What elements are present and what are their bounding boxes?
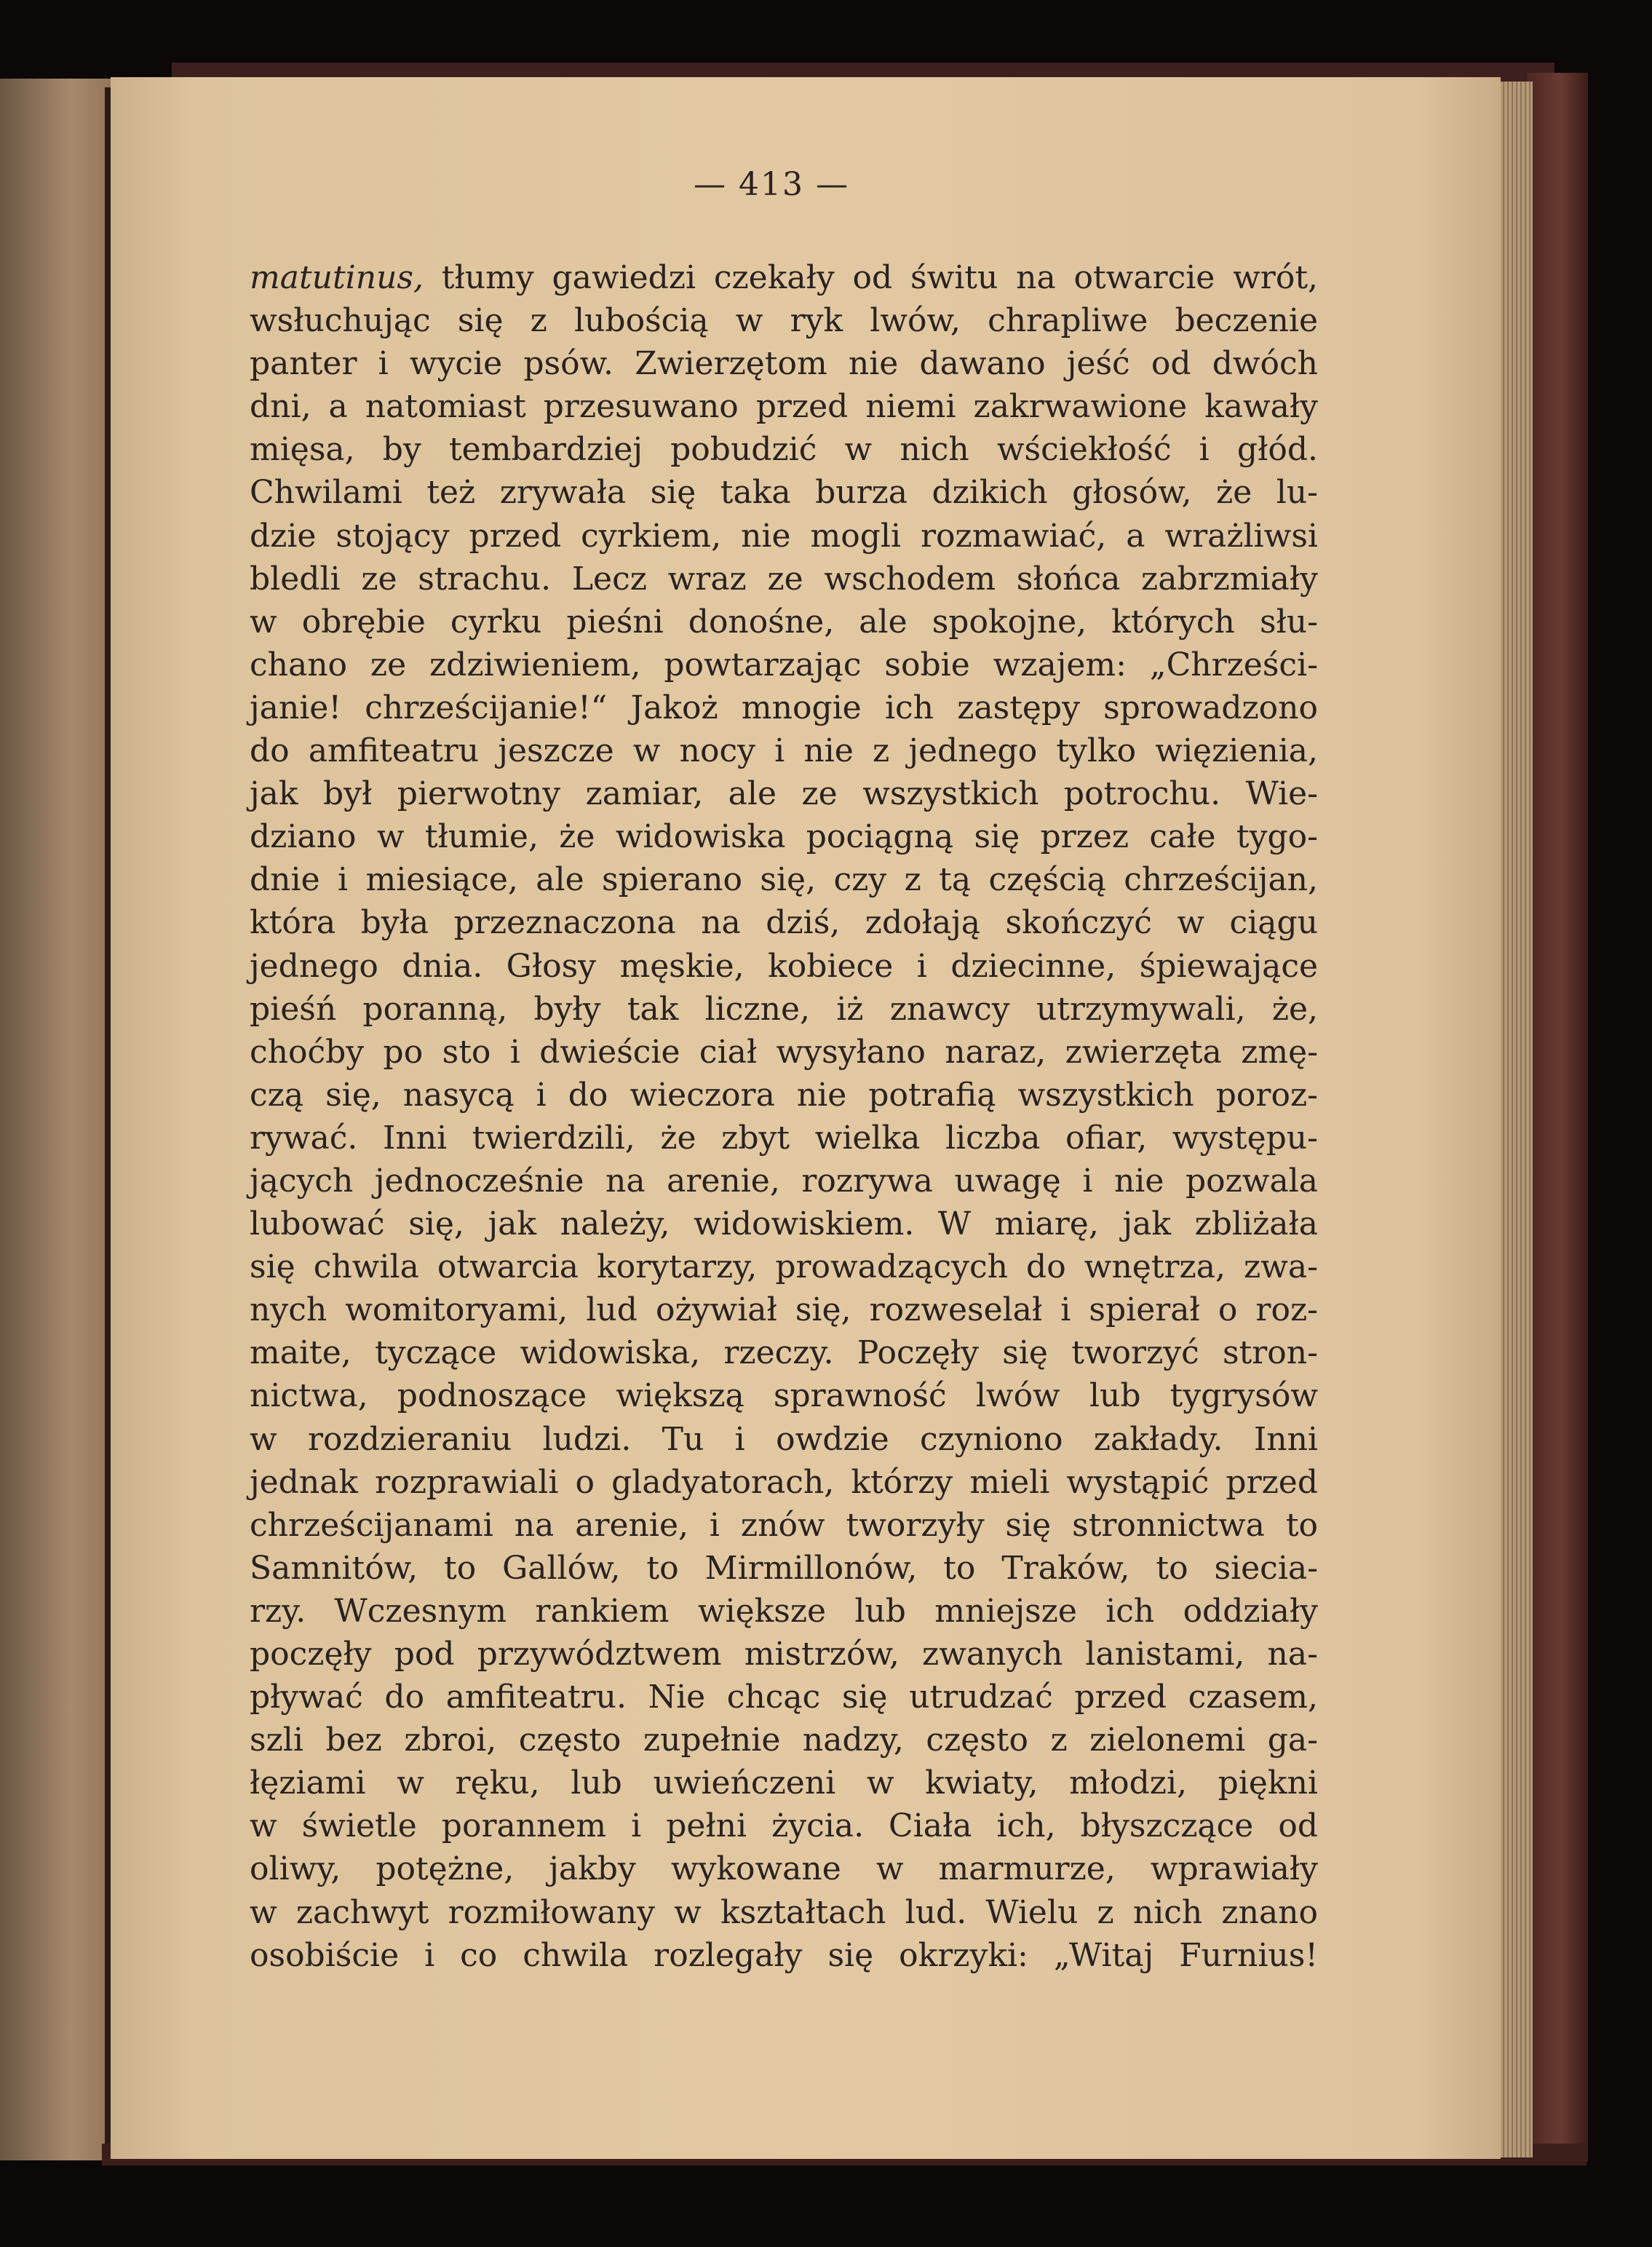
text-line: janie! chrześcijanie!“ Jakoż mnogie ich zastępy sprowadzono [250,689,1318,726]
page-number: — 413 — [694,166,849,203]
text-line: się chwila otwarcia korytarzy, prowadzących do wnętrza, zwa- [250,1248,1318,1286]
text-line: dzie stojący przed cyrkiem, nie mogli rozmawiać, a wrażliwsi [250,517,1318,555]
text-line: pieśń poranną, były tak liczne, iż znawcy utrzymywali, że, [250,990,1318,1028]
text-line: oliwy, potężne, jakby wykowane w marmurze, wprawiały [250,1850,1318,1888]
book-gutter [105,87,111,2155]
text-line: Samnitów, to Gallów, to Mirmillonów, to Traków, to siecia- [250,1549,1318,1587]
text-line: nictwa, podnoszące większą sprawność lwów lub tygrysów [250,1377,1318,1415]
text-line: poczęły pod przywództwem mistrzów, zwanych lanistami, na- [250,1636,1318,1673]
text-line: dziano w tłumie, że widowiska pociągną się przez całe tygo- [250,818,1318,856]
text-line: jak był pierwotny zamiar, ale ze wszystkich potrochu. Wie- [250,775,1318,813]
text-line: w świetle porannem i pełni życia. Ciała ich, błyszczące od [250,1807,1318,1845]
text-line: bledli ze strachu. Lecz wraz ze wschodem słońca zabrzmiały [250,560,1318,598]
text-line: jących jednocześnie na arenie, rozrywa uwagę i nie pozwala [250,1162,1318,1200]
text-line: rywać. Inni twierdzili, że zbyt wielka liczba ofiar, występu- [250,1119,1318,1157]
text-line: panter i wycie psów. Zwierzętom nie dawano jeść od dwóch [250,345,1318,383]
text-line: jednak rozprawiali o gladyatorach, którzy mieli wystąpić przed [250,1463,1318,1501]
left-page-edge [0,79,118,2160]
book-cover-right [1527,73,1588,2162]
text-line: łęziami w ręku, lub uwieńczeni w kwiaty, młodzi, piękni [250,1764,1318,1802]
text-line: osobiście i co chwila rozlegały się okrzyki: „Witaj Furnius! [250,1936,1318,1974]
text-line: rzy. Wczesnym rankiem większe lub mniejsze ich oddziały [250,1592,1318,1630]
text-line: w rozdzieraniu ludzi. Tu i owdzie czyniono zakłady. Inni [250,1420,1318,1458]
text-line: wsłuchując się z lubością w ryk lwów, chrapliwe beczenie [250,302,1318,340]
body-text [250,256,1318,1977]
text-line: do amfiteatru jeszcze w nocy i nie z jednego tylko więzienia, [250,732,1318,770]
lead-word: matutinus, [250,259,424,296]
text-line: maite, tyczące widowiska, rzeczy. Poczęły się tworzyć stron- [250,1334,1318,1372]
text-line: nych womitoryami, lud ożywiał się, rozweselał i spierał o roz- [250,1291,1318,1329]
text-line: lubować się, jak należy, widowiskiem. W miarę, jak zbliżała [250,1205,1318,1243]
text-line: chano ze zdziwieniem, powtarzając sobie wzajem: „Chrześci- [250,646,1318,683]
text-line: jednego dnia. Głosy męskie, kobiece i dziecinne, śpiewające [250,947,1318,985]
text-line: dnie i miesiące, ale spierano się, czy z tą częścią chrześcijan, [250,861,1318,899]
text-line: która była przeznaczona na dziś, zdołają skończyć w ciągu [250,904,1318,942]
text-line: choćby po sto i dwieście ciał wysyłano naraz, zwierzęta zmę- [250,1033,1318,1071]
text-line: Chwilami też zrywała się taka burza dzikich głosów, że lu- [250,474,1318,512]
text-line: mięsa, by tembardziej pobudzić w nich wściekłość i głód. [250,431,1318,469]
text-line: szli bez zbroi, często zupełnie nadzy, często z zielonemi ga- [250,1721,1318,1759]
text-line: matutinus, tłumy gawiedzi czekały od świtu na otwarcie wrót, [250,259,1318,296]
text-line: czą się, nasycą i do wieczora nie potrafią wszystkich poroz- [250,1076,1318,1114]
text-line: pływać do amfiteatru. Nie chcąc się utrudzać przed czasem, [250,1679,1318,1716]
text-line: chrześcijanami na arenie, i znów tworzyły się stronnictwa to [250,1506,1318,1544]
text-line: w obrębie cyrku pieśni donośne, ale spokojne, których słu- [250,603,1318,641]
text-line: dni, a natomiast przesuwano przed niemi zakrwawione kawały [250,388,1318,426]
text-line: w zachwyt rozmiłowany w kształtach lud. Wielu z nich znano [250,1893,1318,1931]
